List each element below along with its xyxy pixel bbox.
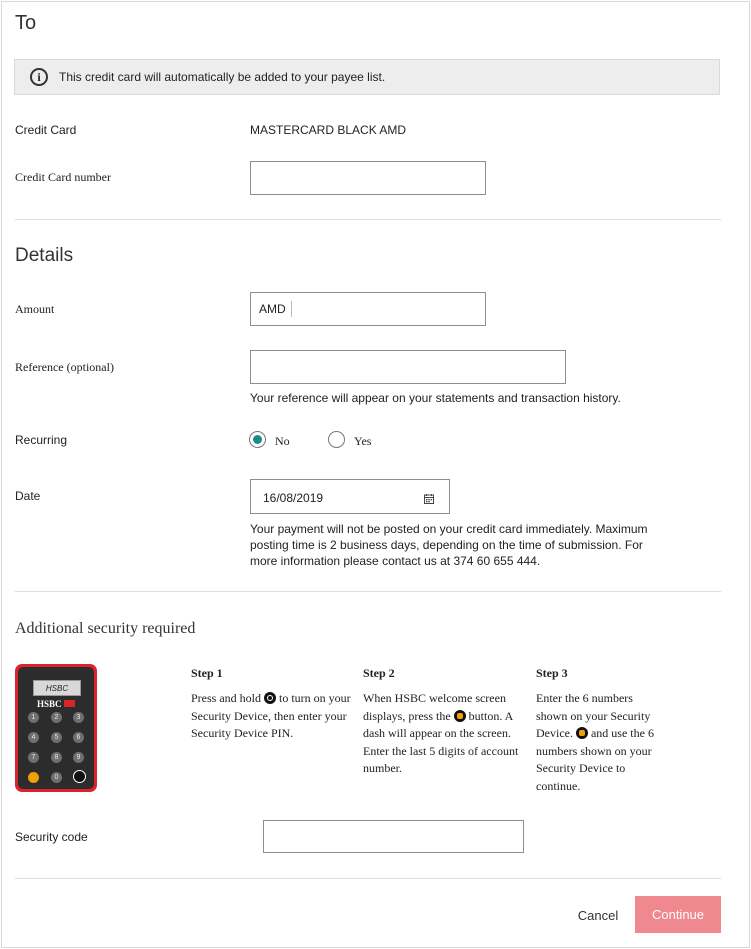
divider (15, 219, 721, 220)
text-cursor (291, 301, 292, 317)
section-title-security: Additional security required (15, 620, 196, 637)
step-1-title: Step 1 (191, 666, 223, 680)
yellow-button-icon (28, 772, 39, 783)
device-screen: HSBC (33, 680, 81, 696)
amount-input[interactable] (250, 292, 486, 326)
card-number-input[interactable] (250, 161, 486, 195)
section-title-details: Details (15, 245, 74, 266)
date-note: Your payment will not be posted on your credit card immediately. Maximum posting time is 2 business days, depending on the time of submission. For more information please contact us at 374 60 655 444. (250, 522, 648, 568)
continue-button[interactable]: Continue (635, 896, 721, 933)
recurring-yes-radio[interactable] (328, 431, 345, 448)
info-icon: i (30, 68, 48, 86)
device-brand: HSBC (37, 699, 62, 709)
reference-input[interactable] (250, 350, 566, 384)
cancel-button[interactable]: Cancel (570, 904, 626, 926)
info-banner (14, 59, 720, 95)
recurring-no-label[interactable]: No (275, 434, 290, 448)
reference-help: Your reference will appear on your statements and transaction history. (250, 391, 621, 405)
step-2-title: Step 2 (363, 666, 395, 680)
security-device-image: HSBC HSBC 1 2 3 4 5 6 7 8 9 0 (15, 664, 97, 792)
step-1-text: Press and hold to turn on your Security Device, then enter your Security Device PIN. (191, 691, 351, 740)
power-button-icon (264, 692, 276, 704)
calendar-icon[interactable] (424, 491, 434, 501)
yellow-button-icon (454, 710, 466, 722)
hsbc-logo-icon (64, 700, 75, 707)
date-input[interactable] (250, 479, 450, 514)
section-title-to: To (15, 12, 37, 34)
reference-label: Reference (optional) (15, 360, 114, 374)
security-code-input[interactable] (263, 820, 524, 853)
recurring-label: Recurring (15, 433, 68, 447)
recurring-yes-label[interactable]: Yes (354, 434, 372, 448)
step-3-text: Enter the 6 numbers shown on your Security Device. and use the 6 numbers shown on your Security Device to continue. (536, 691, 654, 793)
date-label: Date (15, 489, 41, 503)
info-message: This credit card will automatically be added to your payee list. (59, 70, 386, 84)
divider (15, 591, 721, 592)
power-button-icon (73, 770, 86, 783)
date-value: 16/08/2019 (263, 491, 324, 505)
yellow-button-icon (576, 727, 588, 739)
amount-label: Amount (15, 302, 55, 316)
security-code-label: Security code (15, 830, 88, 844)
recurring-no-radio[interactable] (249, 431, 266, 448)
credit-card-label: Credit Card (15, 123, 77, 137)
card-number-label: Credit Card number (15, 170, 111, 184)
amount-currency: AMD (259, 302, 286, 316)
step-2-text: When HSBC welcome screen displays, press the button. A dash will appear on the screen. Enter the last 5 digits of account number. (363, 691, 519, 775)
divider (15, 878, 721, 879)
credit-card-value: MASTERCARD BLACK AMD (250, 123, 407, 137)
payment-form (1, 1, 750, 948)
step-3-title: Step 3 (536, 666, 568, 680)
